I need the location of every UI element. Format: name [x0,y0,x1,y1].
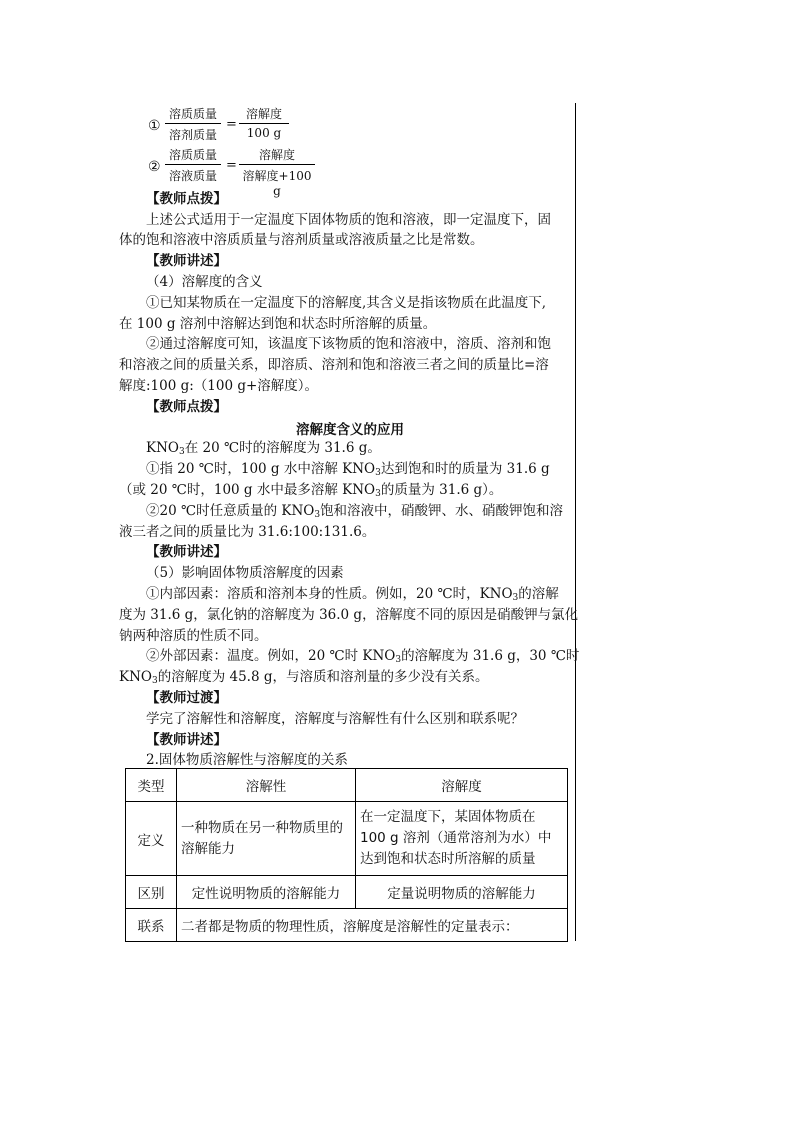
kno3-formula: KNO [146,440,179,456]
subscript: 3 [512,593,519,603]
table-cell-difference-property: 定性说明物质的溶解能力 [177,876,356,909]
formula2-left-fraction [165,146,221,184]
section-2-title: 2.固体物质溶解性与溶解度的关系 [146,752,348,768]
formula1-left-fraction [165,105,221,143]
text-span: 的溶解度为 31.6 g，30 ℃时 [401,648,580,664]
subscript: 3 [375,489,381,499]
right-margin-rule [575,103,576,941]
table-cell-connection-text: 二者都是物质的物理性质，溶解度是溶解性的定量表示： [177,909,568,942]
subscript: 3 [375,468,381,478]
table-header-solubility-property: 溶解性 [177,769,356,802]
paragraph-meaning-2c: 解度:100 g:（100 g+溶解度）。 [119,378,319,394]
formula1-number: ① [148,118,161,134]
text-span: 的溶解 [518,586,559,602]
table-row-definition [126,802,568,876]
text-span: ①指 20 ℃时，100 g 水中溶解 KNO [146,461,376,477]
formula1-right-denominator: 100 g [246,126,282,140]
text-span: 的溶解度为 45.8 g，与溶质和溶剂量的多少没有关系。 [157,669,489,685]
text-span: （或 20 ℃时，100 g 水中最多溶解 KNO [119,482,376,498]
subscript: 3 [151,676,158,686]
formula2-right-fraction [239,146,315,198]
paragraph-meaning-2a: ②通过溶解度可知，该温度下该物质的饱和溶液中，溶质、溶剂和饱 [146,336,551,352]
paragraph-internal-c: 钠两种溶质的性质不同。 [119,628,268,644]
heading-teacher-explain-2: 【教师讲述】 [146,544,227,560]
heading-teacher-explain-3: 【教师讲述】 [146,732,227,748]
formula2-equals: = [226,158,237,173]
heading-teacher-tip-1: 【教师点拨】 [146,191,227,207]
table-cell-connection-label: 联系 [126,909,177,942]
section-4-title: （4）溶解度的含义 [146,274,263,290]
formula1-right-fraction [239,105,289,140]
formula2-right-denominator: 溶解度+100 g [242,169,312,198]
paragraph-meaning-2b: 和溶液之间的质量关系，即溶质、溶剂和饱和溶液三者之间的质量比=溶 [119,357,549,373]
section-5-title: （5）影响固体物质溶解度的因素 [146,565,344,581]
subscript: 3 [178,447,185,457]
paragraph-internal-b: 度为 31.6 g，氯化钠的溶解度为 36.0 g，溶解度不同的原因是硝酸钾与氯化 [119,607,579,623]
subscript: 3 [395,655,402,665]
subscript: 3 [314,510,321,520]
text-span: 的质量为 31.6 g）。 [380,482,503,498]
table-header-solubility-degree: 溶解度 [356,769,568,802]
formula2-left-denominator: 溶液质量 [168,169,217,183]
table-header-row [126,769,568,802]
heading-teacher-transition: 【教师过渡】 [146,690,227,706]
table-row-connection [126,909,568,942]
table-cell-definition-label: 定义 [126,802,177,876]
kno3-text: 在 20 ℃时的溶解度为 31.6 g。 [184,440,381,456]
text-span: 达到饱和时的质量为 31.6 g [380,461,550,477]
paragraph-formula-note-2: 体的饱和溶液中溶质质量与溶剂质量或溶液质量之比是常数。 [119,232,484,248]
application-title: 溶解度含义的应用 [296,422,404,438]
heading-teacher-tip-2: 【教师点拨】 [146,399,227,415]
table-cell-definition-property: 一种物质在另一种物质里的溶解能力 [177,802,356,876]
text-span: ①内部因素：溶质和溶剂本身的性质。例如，20 ℃时，KNO [146,586,513,602]
table-cell-difference-label: 区别 [126,876,177,909]
paragraph-transition: 学完了溶解性和溶解度，溶解度与溶解性有什么区别和联系呢？ [146,711,524,727]
solubility-relation-table [125,768,568,942]
formula1-right-numerator: 溶解度 [239,105,289,124]
formula1-left-denominator: 溶剂质量 [168,128,217,142]
text-span: 饱和溶液中，硝酸钾、水、硝酸钾饱和溶 [320,503,564,519]
paragraph-meaning-1b: 在 100 g 溶剂中溶解达到饱和状态时所溶解的质量。 [119,316,437,332]
table-header-type: 类型 [126,769,177,802]
table-cell-difference-degree: 定量说明物质的溶解能力 [356,876,568,909]
paragraph-meaning-1a: ①已知某物质在一定温度下的溶解度,其含义是指该物质在此温度下, [146,295,547,311]
paragraph-formula-note-1: 上述公式适用于一定温度下固体物质的饱和溶液，即一定温度下，固 [146,212,551,228]
formula2-left-numerator: 溶质质量 [165,146,221,165]
formula1-equals: = [226,117,237,132]
table-row-difference [126,876,568,909]
formula2-right-numerator: 溶解度 [239,146,315,165]
table-cell-definition-degree: 在一定温度下，某固体物质在 100 g 溶剂（通常溶剂为水）中达到饱和状态时所溶解的质量 [356,802,568,876]
formula2-number: ② [148,159,161,175]
heading-teacher-explain-1: 【教师讲述】 [146,253,227,269]
text-span: ②外部因素：温度。例如，20 ℃时 KNO [146,648,396,664]
text-span: KNO [119,669,152,685]
formula1-left-numerator: 溶质质量 [165,105,221,124]
paragraph-app-2b: 液三者之间的质量比为 31.6:100:131.6。 [119,524,376,540]
text-span: ②20 ℃时任意质量的 KNO [146,503,315,519]
